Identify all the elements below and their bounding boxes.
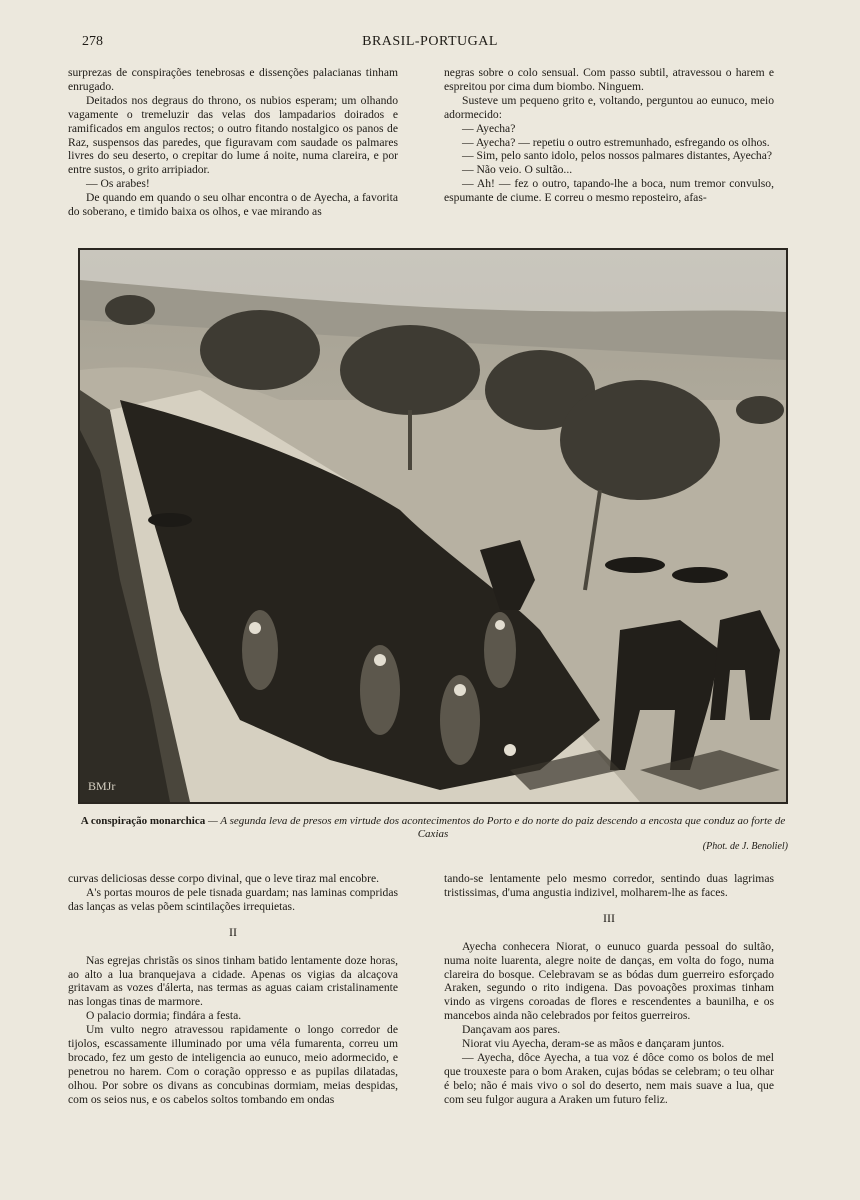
paragraph: — Ayecha? — repetiu o outro estremunhado, esfregando os olhos. [462, 135, 770, 149]
photo-credit: (Phot. de J. Benoliel) [702, 841, 788, 852]
paragraph: — Sim, pelo santo idolo, pelos nossos palmares distantes, Ayecha? [462, 149, 772, 163]
paragraph: Susteve um pequeno grito e, voltando, perguntou ao eunuco, meio adormecido: [444, 93, 774, 121]
paragraph: — Ayecha? [462, 121, 516, 135]
running-title: BRASIL-PORTUGAL [362, 34, 498, 49]
photo-monogram: BMJr [88, 779, 116, 793]
paragraph: Nas egrejas christãs os sinos tinham batido lentamente doze horas, ao alto a lua branquejava a cidade. Apenas os vigias da alcaçova gritavam as vozes d'álerta, nas termas as aguas caiam cristalinamente nas longas tinas de marmore. [68, 953, 398, 1009]
paragraph: negras sobre o colo sensual. Com passo subtil, atravessou o harem e espreitou por cima dum biombo. Ninguem. [444, 66, 774, 93]
paragraph: Niorat viu Ayecha, deram-se as mãos e dançaram juntos. [462, 1037, 725, 1051]
column-bottom-right [444, 872, 774, 1107]
paragraph: O palacio dormia; findára a festa. [86, 1009, 242, 1023]
column-top-right [444, 66, 774, 205]
paragraph: — Não veio. O sultão... [462, 163, 573, 177]
paragraph: De quando em quando o seu olhar encontra o de Ayecha, a favorita do soberano, e timido baixa os olhos, e vae mirando as [68, 191, 398, 219]
section-number: III [603, 910, 615, 925]
section-number: II [229, 924, 237, 939]
paragraph: — Ah! — fez o outro, tapando-lhe a boca, num tremor convulso, espumante de ciume. E correu o mesmo reposteiro, afas- [444, 177, 774, 205]
photo-caption [78, 815, 788, 841]
paragraph: tando-se lentamente pelo mesmo corredor, sentindo duas lagrimas tristissimas, d'uma angustia indizivel, molharem-lhe as faces. [444, 872, 774, 899]
paragraph: Um vulto negro atravessou rapidamente o longo corredor de tijolos, escassamente illuminado por uma véla fumarenta, correu um brocado, fez um gesto de inteligencia ao eunuco, meio adormecido, e penetrou no harem. Com o coração oppresso e as pupilas dilatadas, olhou. Por sobre os divans as concubinas dormiam, meias despidas, com os seios nus, e os cabelos soltos tombando em ondas [68, 1023, 398, 1106]
caption-bold: A conspiração monarchica [80, 815, 206, 827]
procession-photograph [78, 248, 788, 804]
column-top-left [68, 66, 398, 219]
column-bottom-left [68, 872, 398, 1107]
caption-text: — A segunda leva de presos em virtude dos acontecimentos do Porto e do norte do paiz descendo a encosta que conduz ao forte de Caxias [205, 815, 786, 840]
paragraph: surprezas de conspirações tenebrosas e dissenções palacianas tinham enrugado. [68, 66, 398, 93]
paragraph: Ayecha conhecera Niorat, o eunuco guarda pessoal do sultão, numa noite luarenta, alegre noite de danças, em volta do fogo, numa clareira do bosque. Celebravam se as bódas dum guerreiro esforçado Araken, segundo o rito indigena. Das povoações proximas tinham vindo as virgens coroadas de flores e rescendentes a baunilha, e os mancebos ainda não celebrados por feitos guerreiros. [444, 939, 774, 1023]
paragraph: — Ayecha, dôce Ayecha, a tua voz é dôce como os bolos de mel que trouxeste para o bom Araken, cujas bódas se celebram; o teu olhar é belo; não é mais vivo o sol do deserto, nem mais suave a lua, que com seu fulgor augura a Araken um futuro feliz. [444, 1050, 774, 1106]
paragraph: Deitados nos degraus do throno, os nubios esperam; um olhando vagamente o tremeluzir das velas dos lampadarios doirados e ramificados em angulos rectos; o outro fitando nostalgico os panos de Raz, suspensos das paredes, que figuravam com saudade os palmares livres do seu deserto, o crepitar do lume á noite, numa clareira, e por entre sustos, o grito arripiador. [68, 93, 398, 177]
page-number: 278 [82, 34, 103, 49]
photo-illustration [80, 250, 786, 802]
paragraph: A's portas mouros de pele tisnada guardam; nas laminas compridas das lanças as velas põem scintilações irrequietas. [68, 885, 398, 913]
paragraph: curvas deliciosas desse corpo divinal, que o leve tiraz mal encobre. [68, 872, 379, 885]
paragraph: — Os arabes! [86, 177, 150, 191]
paragraph: Dançavam aos pares. [462, 1023, 561, 1037]
